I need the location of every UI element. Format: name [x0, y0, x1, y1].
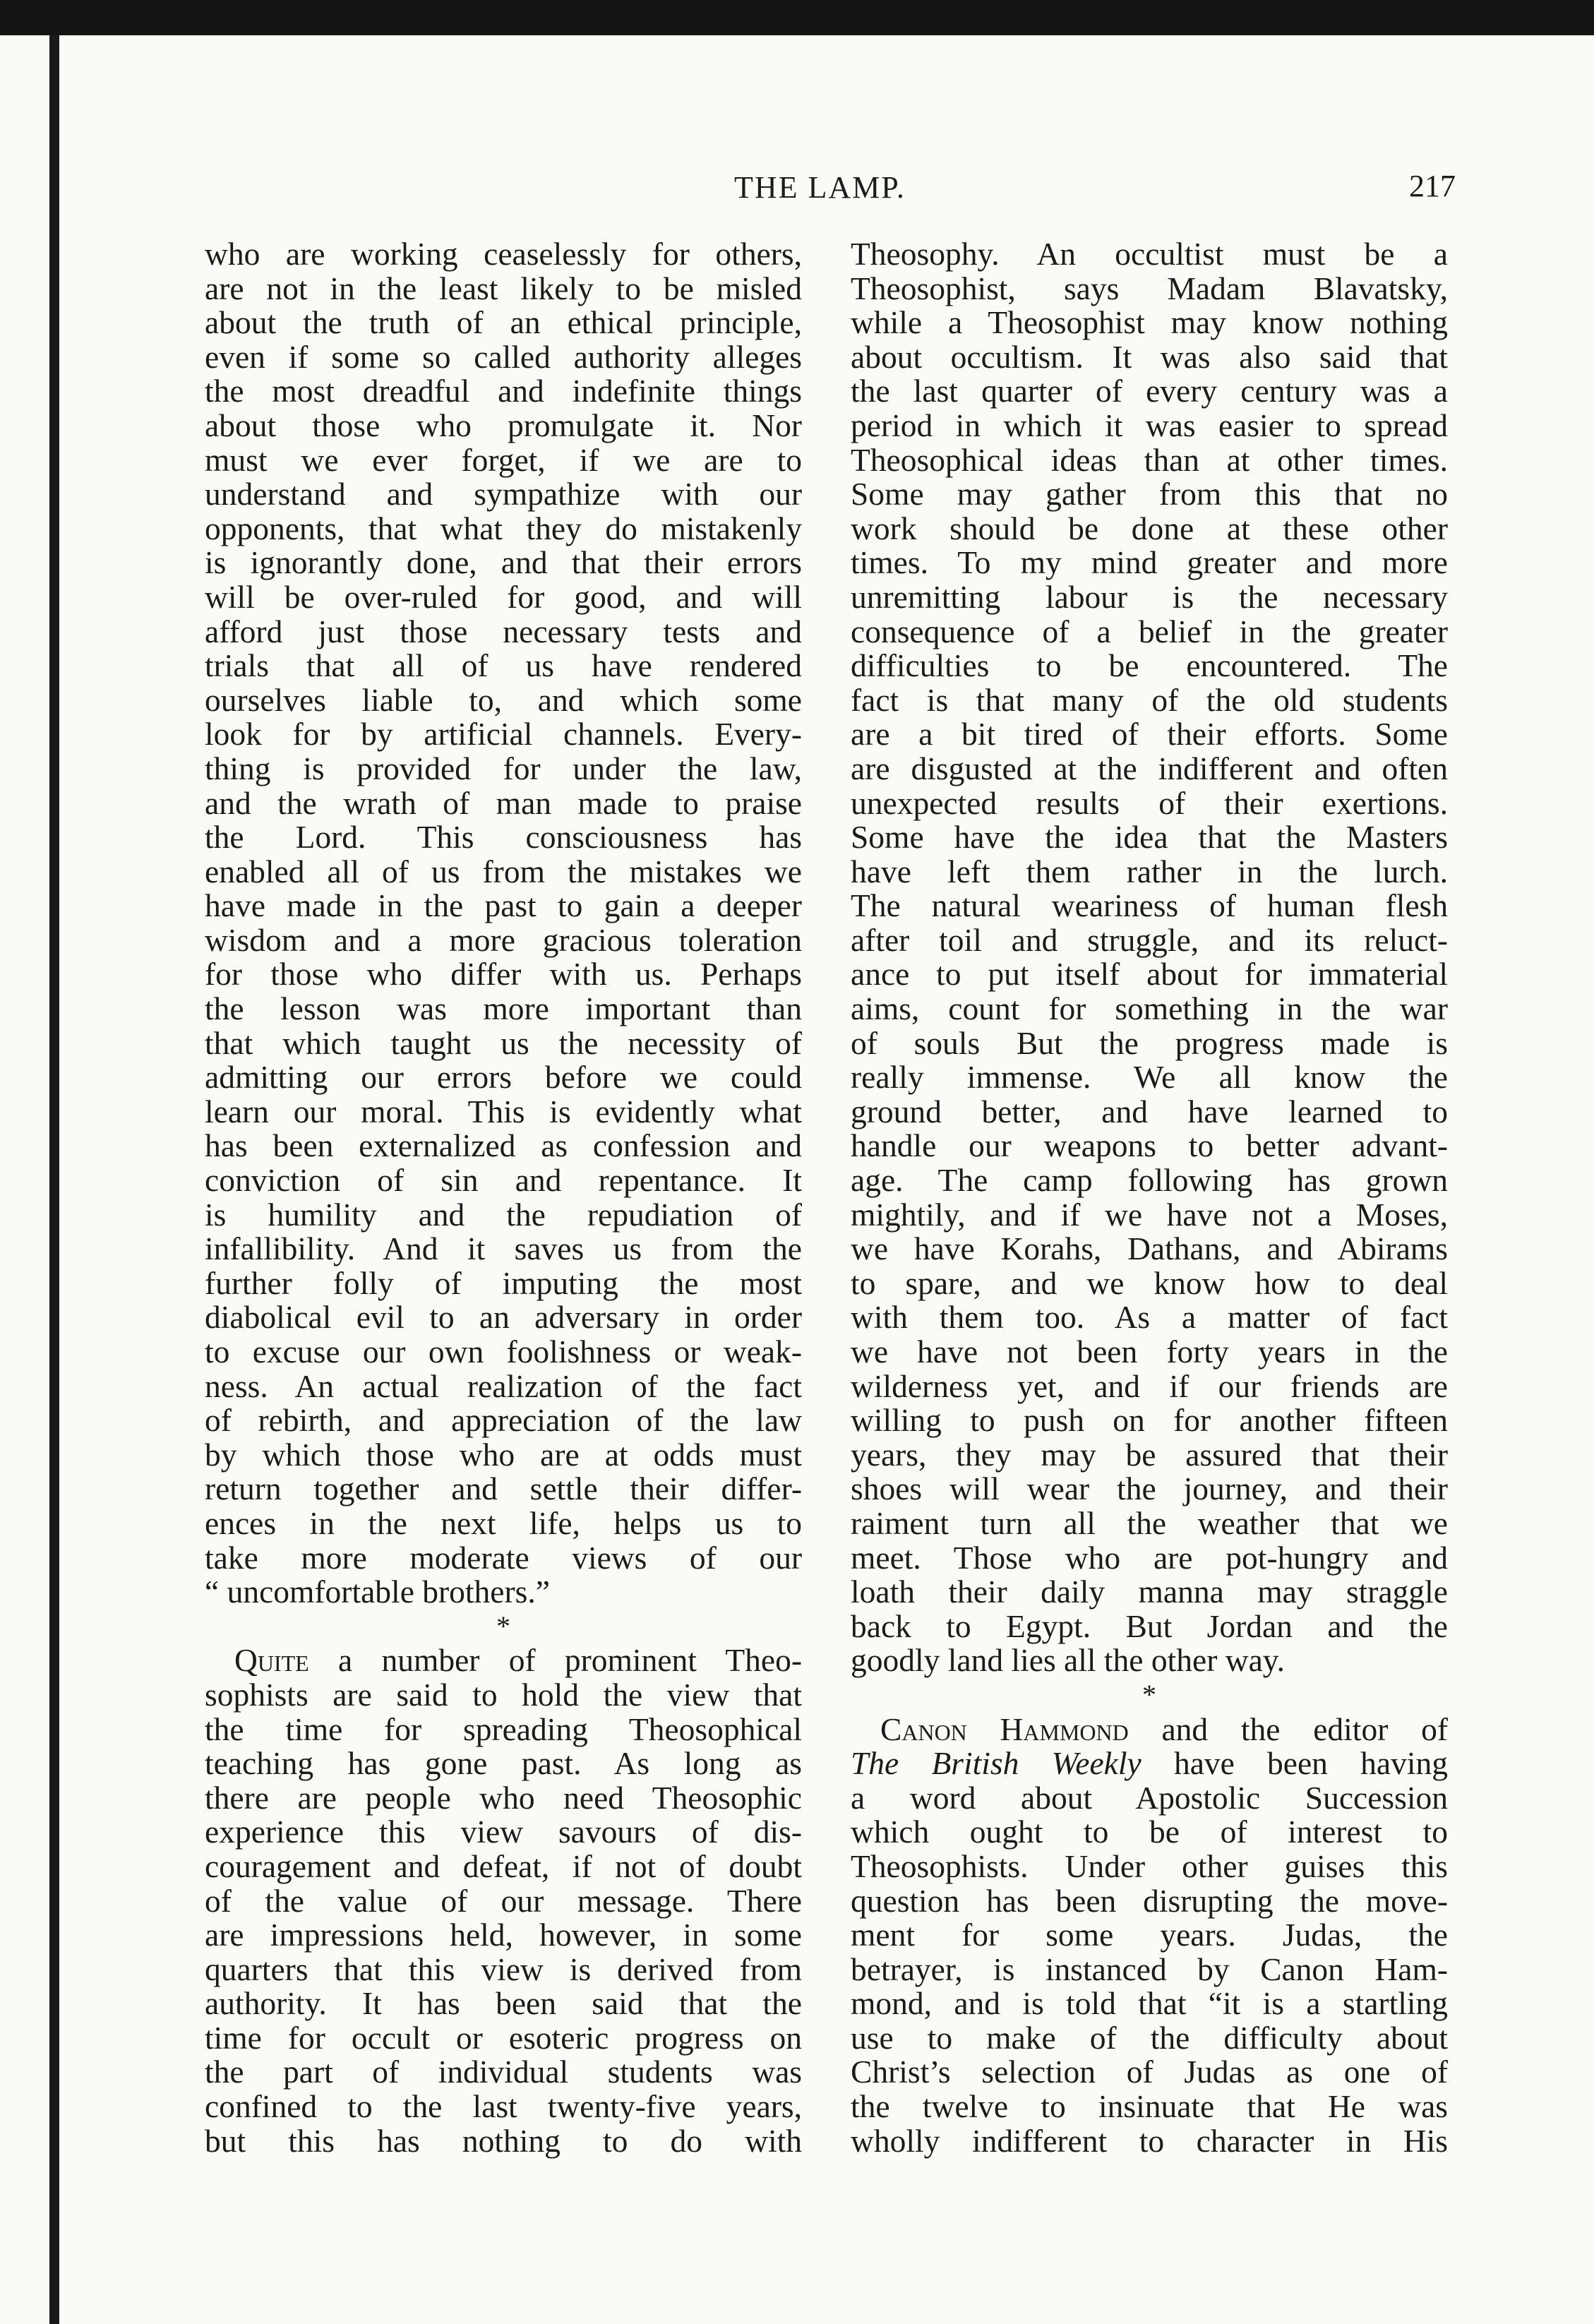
- text-line: question has been disrupting the move-: [851, 1882, 1448, 1919]
- text-line: while a Theosophist may know nothing: [851, 304, 1448, 341]
- text-line: conviction of sin and repentance. It: [205, 1162, 802, 1199]
- text-line: which ought to be of interest to: [851, 1814, 1448, 1850]
- text-line: betrayer, is instanced by Canon Ham-: [851, 1951, 1448, 1987]
- text-line: loath their daily manna may straggle: [851, 1574, 1448, 1610]
- text-line: and the wrath of man made to praise: [205, 784, 802, 821]
- text-line: infallibility. And it saves us from the: [205, 1230, 802, 1267]
- text-line: handle our weapons to better advant-: [851, 1127, 1448, 1164]
- text-line: to excuse our own foolishness or weak-: [205, 1334, 802, 1370]
- text-line: “ uncomfortable brothers.”: [205, 1574, 550, 1610]
- text-line: ment for some years. Judas, the: [851, 1917, 1448, 1953]
- text-line: afford just those necessary tests and: [205, 613, 802, 649]
- text-line: diabolical evil to an adversary in order: [205, 1299, 802, 1336]
- text-line: the Lord. This consciousness has: [205, 819, 802, 856]
- text-line: a word about Apostolic Succession: [851, 1779, 1448, 1816]
- text-line: unexpected results of their exertions.: [851, 784, 1448, 821]
- text-line: The natural weariness of human flesh: [851, 887, 1448, 924]
- text-line: trials that all of us have rendered: [205, 647, 802, 684]
- text-line: opponents, that what they do mistakenly: [205, 510, 802, 546]
- text-line: ance to put itself about for immaterial: [851, 956, 1448, 993]
- text-line: ground better, and have learned to: [851, 1093, 1448, 1130]
- section-separator: *: [496, 1610, 510, 1642]
- right-column: [851, 237, 1448, 2158]
- text-line: is ignorantly done, and that their errors: [205, 544, 802, 581]
- text-line: are not in the least likely to be misled: [205, 270, 802, 306]
- text-line: further folly of imputing the most: [205, 1264, 802, 1301]
- text-line: ness. An actual realization of the fact: [205, 1367, 802, 1404]
- text-line: experience this view savours of dis-: [205, 1814, 802, 1850]
- text-line: quarters that this view is derived from: [205, 1951, 802, 1987]
- text-line: of rebirth, and appreciation of the law: [205, 1402, 802, 1439]
- running-head: THE LAMP.: [734, 170, 906, 205]
- text-line: has been externalized as confession and: [205, 1127, 802, 1164]
- text-line: even if some so called authority alleges: [205, 338, 802, 375]
- text-line: understand and sympathize with our: [205, 476, 802, 513]
- text-line: time for occult or esoteric progress on: [205, 2019, 802, 2056]
- text-line: ences in the next life, helps us to: [205, 1504, 802, 1541]
- text-line: authority. It has been said that the: [205, 1985, 802, 2022]
- text-line: the most dreadful and indefinite things: [205, 373, 802, 409]
- text-line: is humility and the repudiation of: [205, 1196, 802, 1233]
- text-line: shoes will wear the journey, and their: [851, 1471, 1448, 1507]
- text-line: that which taught us the necessity of: [205, 1024, 802, 1061]
- text-line: learn our moral. This is evidently what: [205, 1093, 802, 1130]
- text-line: unremitting labour is the necessary: [851, 578, 1448, 615]
- text-line: about occultism. It was also said that: [851, 338, 1448, 375]
- text-line: after toil and struggle, and its reluct-: [851, 921, 1448, 958]
- text-line: return together and settle their differ-: [205, 1471, 802, 1507]
- text-line: the time for spreading Theosophical: [205, 1711, 802, 1747]
- text-line: willing to push on for another fifteen: [851, 1402, 1448, 1439]
- text-line: The British Weekly have been having: [851, 1745, 1448, 1782]
- text-line: consequence of a belief in the greater: [851, 613, 1448, 649]
- text-line: take more moderate views of our: [205, 1539, 802, 1576]
- text-line: the part of individual students was: [205, 2054, 802, 2090]
- text-line: Theosophists. Under other guises this: [851, 1847, 1448, 1884]
- text-line: with them too. As a matter of fact: [851, 1299, 1448, 1336]
- text-line: wholly indifferent to character in His: [851, 2122, 1448, 2159]
- text-line: there are people who need Theosophic: [205, 1779, 802, 1816]
- text-line: are a bit tired of their efforts. Some: [851, 716, 1448, 753]
- text-line: of souls But the progress made is: [851, 1024, 1448, 1061]
- text-line: couragement and defeat, if not of doubt: [205, 1847, 802, 1884]
- text-line: we have Korahs, Dathans, and Abirams: [851, 1230, 1448, 1267]
- text-line: Some may gather from this that no: [851, 476, 1448, 513]
- text-line: by which those who are at odds must: [205, 1436, 802, 1473]
- text-line: enabled all of us from the mistakes we: [205, 853, 802, 890]
- left-column: [205, 237, 802, 2158]
- text-line: admitting our errors before we could: [205, 1059, 802, 1096]
- text-line: years, they may be assured that their: [851, 1436, 1448, 1473]
- text-line: the last quarter of every century was a: [851, 373, 1448, 409]
- text-line: times. To my mind greater and more: [851, 544, 1448, 581]
- text-line: of the value of our message. There: [205, 1882, 802, 1919]
- text-line: Canon Hammond and the editor of: [880, 1711, 1448, 1747]
- text-line: teaching has gone past. As long as: [205, 1745, 802, 1782]
- text-line: use to make of the difficulty about: [851, 2019, 1448, 2056]
- text-line: for those who differ with us. Perhaps: [205, 956, 802, 993]
- text-line: will be over-ruled for good, and will: [205, 578, 802, 615]
- text-line: we have not been forty years in the: [851, 1334, 1448, 1370]
- text-line: about those who promulgate it. Nor: [205, 407, 802, 443]
- text-line: the twelve to insinuate that He was: [851, 2088, 1448, 2125]
- text-line: Some have the idea that the Masters: [851, 819, 1448, 856]
- text-line: ourselves liable to, and which some: [205, 681, 802, 718]
- text-line: confined to the last twenty-five years,: [205, 2088, 802, 2125]
- text-line: sophists are said to hold the view that: [205, 1676, 802, 1713]
- text-line: work should be done at these other: [851, 510, 1448, 546]
- text-line: are disgusted at the indifferent and often: [851, 750, 1448, 786]
- text-line: Theosophist, says Madam Blavatsky,: [851, 270, 1448, 306]
- text-line: Theosophical ideas than at other times.: [851, 441, 1448, 478]
- text-line: meet. Those who are pot-hungry and: [851, 1539, 1448, 1576]
- text-line: the lesson was more important than: [205, 990, 802, 1027]
- text-line: age. The camp following has grown: [851, 1162, 1448, 1199]
- text-line: aims, count for something in the war: [851, 990, 1448, 1027]
- section-separator: *: [1142, 1678, 1156, 1711]
- text-line: to spare, and we know how to deal: [851, 1264, 1448, 1301]
- page-number: 217: [1409, 169, 1456, 203]
- text-line: Christ’s selection of Judas as one of: [851, 2054, 1448, 2090]
- top-scan-bar: [0, 0, 1594, 35]
- text-line: look for by artificial channels. Every-: [205, 716, 802, 753]
- text-line: wilderness yet, and if our friends are: [851, 1367, 1448, 1404]
- text-line: about the truth of an ethical principle,: [205, 304, 802, 341]
- text-line: mightily, and if we have not a Moses,: [851, 1196, 1448, 1233]
- text-line: Quite a number of prominent Theo-: [234, 1642, 802, 1679]
- text-line: Theosophy. An occultist must be a: [851, 236, 1448, 272]
- text-line: but this has nothing to do with: [205, 2122, 802, 2159]
- text-line: are impressions held, however, in some: [205, 1917, 802, 1953]
- left-margin-rule: [49, 35, 59, 2324]
- text-line: wisdom and a more gracious toleration: [205, 921, 802, 958]
- text-line: difficulties to be encountered. The: [851, 647, 1448, 684]
- text-line: have made in the past to gain a deeper: [205, 887, 802, 924]
- text-line: raiment turn all the weather that we: [851, 1504, 1448, 1541]
- text-line: goodly land lies all the other way.: [851, 1642, 1285, 1679]
- text-line: thing is provided for under the law,: [205, 750, 802, 786]
- text-line: fact is that many of the old students: [851, 681, 1448, 718]
- text-line: mond, and is told that “it is a startling: [851, 1985, 1448, 2022]
- text-line: must we ever forget, if we are to: [205, 441, 802, 478]
- text-line: period in which it was easier to spread: [851, 407, 1448, 443]
- text-line: really immense. We all know the: [851, 1059, 1448, 1096]
- text-line: have left them rather in the lurch.: [851, 853, 1448, 890]
- text-line: who are working ceaselessly for others,: [205, 236, 802, 272]
- text-line: back to Egypt. But Jordan and the: [851, 1607, 1448, 1644]
